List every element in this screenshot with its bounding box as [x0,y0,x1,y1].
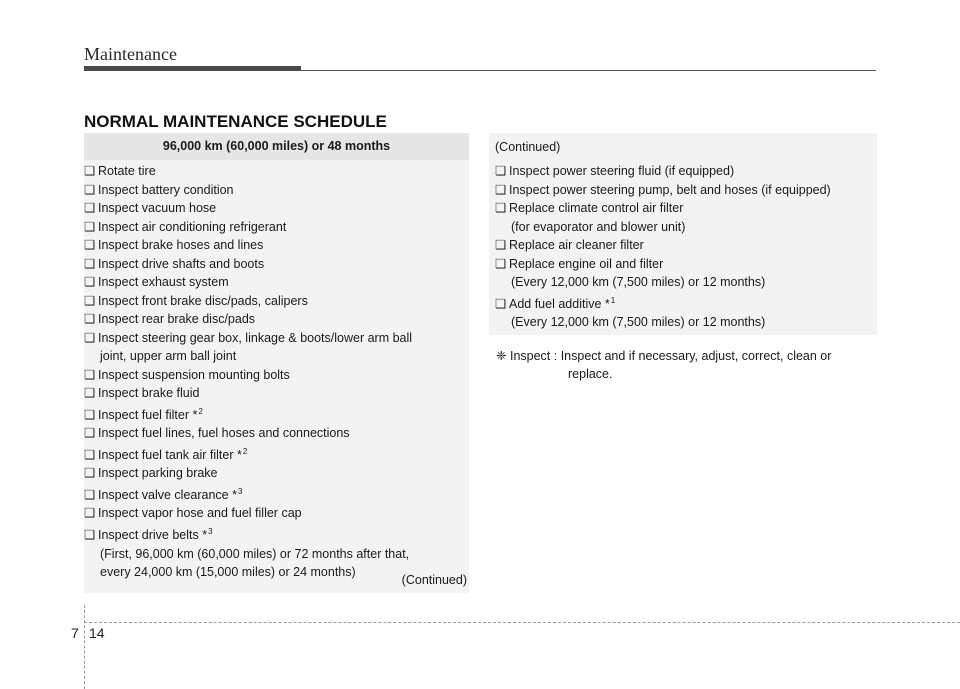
item-text: Inspect air conditioning refrigerant [98,219,287,234]
left-item [84,545,469,564]
item-continuation-text: (Every 12,000 km (7,500 miles) or 12 months) [511,275,766,289]
checkbox-icon: ❑ [84,426,96,441]
checkbox-icon: ❑ [495,296,507,311]
item-text: Inspect brake fluid [98,386,200,400]
checkbox-icon: ❑ [84,466,96,481]
checkbox-icon: ❑ [84,528,96,543]
checkbox-icon: ❑ [84,487,96,502]
item-text: Inspect drive belts * [98,528,208,543]
item-text: Inspect drive shafts and boots [98,256,265,271]
checkbox-icon: ❑ [84,275,96,289]
right-item [495,181,877,200]
footnote-marker: 1 [610,295,616,305]
checkbox-icon: ❑ [495,182,507,197]
right-item [495,292,877,314]
left-item [84,504,469,523]
left-item [84,292,469,311]
continued-label: (Continued) [401,573,467,587]
schedule-right-panel [489,133,877,335]
item-text: Inspect fuel lines, fuel hoses and connections [98,426,350,441]
left-item [84,483,469,505]
checkbox-icon: ❑ [84,506,96,521]
item-text: Inspect steering gear box, linkage & boots/lower arm ball [98,330,413,345]
footnote-marker: 2 [198,406,203,416]
left-item [84,424,469,443]
header-rule-thin [301,70,876,71]
left-item [84,464,469,483]
footnote-marker: 2 [242,446,248,456]
item-text: Inspect fuel tank air filter * [98,447,242,462]
item-text: Inspect rear brake disc/pads [98,312,256,326]
item-text: Rotate tire [98,164,156,178]
item-text: Inspect vapor hose and fuel filler cap [98,506,302,521]
checkbox-icon: ❑ [495,201,507,215]
left-item [84,236,469,255]
item-continuation-text: (Every 12,000 km (7,500 miles) or 12 months) [511,315,766,330]
left-item [84,329,469,348]
left-item [84,443,469,465]
note-line-1: Inspect : Inspect and if necessary, adjust, correct, clean or [509,349,832,363]
checkbox-icon: ❑ [84,407,96,422]
item-continuation-text: joint, upper arm ball joint [100,349,237,363]
item-text: Inspect fuel filter * [98,407,198,422]
item-text: Replace engine oil and filter [509,256,664,271]
left-item [84,384,469,403]
checkbox-icon: ❑ [84,238,96,252]
item-text: Inspect brake hoses and lines [98,238,264,252]
item-text: Inspect vacuum hose [98,201,217,215]
footnote-marker: 3 [237,486,243,496]
checkbox-icon: ❑ [495,256,507,271]
item-text: Inspect suspension mounting bolts [98,367,290,382]
checkbox-icon: ❑ [84,219,96,234]
checkbox-icon: ❑ [84,201,96,215]
chapter-number: 7 [71,625,79,641]
left-item [84,218,469,237]
checkbox-icon: ❑ [495,164,507,178]
footer-divider [84,605,85,689]
checkbox-icon: ❑ [495,238,507,252]
checkbox-icon: ❑ [84,447,96,462]
item-text: Inspect exhaust system [98,275,229,289]
checkbox-icon: ❑ [84,164,96,178]
item-text: Inspect battery condition [98,182,234,197]
left-item [84,523,469,545]
right-item [495,273,877,292]
left-item [84,199,469,218]
item-text: Add fuel additive * [509,296,610,311]
item-text: Replace air cleaner filter [509,238,644,252]
right-item [495,162,877,181]
page-heading: NORMAL MAINTENANCE SCHEDULE [84,112,387,131]
checkbox-icon: ❑ [84,330,96,345]
right-item [495,313,877,332]
checkbox-icon: ❑ [84,312,96,326]
page-number: 14 [89,625,105,641]
left-item [84,310,469,329]
checkbox-icon: ❑ [84,386,96,400]
left-item [84,403,469,425]
footer-rule [84,622,960,623]
item-continuation-text: (for evaporator and blower unit) [511,219,686,234]
checkbox-icon: ❑ [84,367,96,382]
item-text: Inspect front brake disc/pads, calipers [98,293,308,308]
header-rule-thick [84,66,301,71]
checkbox-icon: ❑ [84,293,96,308]
item-text: Inspect power steering fluid (if equipped) [509,164,735,178]
item-text: Inspect power steering pump, belt and hoses (if equipped) [509,182,831,197]
right-item [495,236,877,255]
left-item [84,162,469,181]
item-text: Inspect parking brake [98,466,218,481]
left-item [84,255,469,274]
left-item [84,181,469,200]
right-item-list [489,160,877,332]
footnote-marker: 3 [208,526,213,536]
left-item [84,273,469,292]
right-item [495,199,877,218]
left-item [84,347,469,366]
checkbox-icon: ❑ [84,256,96,271]
checkbox-icon: ❑ [84,182,96,197]
inspect-note [496,347,876,383]
right-item [495,218,877,237]
item-continuation-text: every 24,000 km (15,000 miles) or 24 months) [100,565,356,580]
note-line-2: replace. [568,367,613,381]
interval-header: 96,000 km (60,000 miles) or 48 months [84,133,469,160]
right-item [495,255,877,274]
item-text: Replace climate control air filter [509,201,684,215]
continued-header: (Continued) [495,140,561,154]
section-title: Maintenance [84,44,177,64]
left-item [84,366,469,385]
left-item-list [84,160,469,582]
schedule-left-panel [84,133,469,593]
item-text: Inspect valve clearance * [98,487,237,502]
note-symbol: ❈ [496,349,507,363]
item-continuation-text: (First, 96,000 km (60,000 miles) or 72 months after that, [100,546,410,561]
